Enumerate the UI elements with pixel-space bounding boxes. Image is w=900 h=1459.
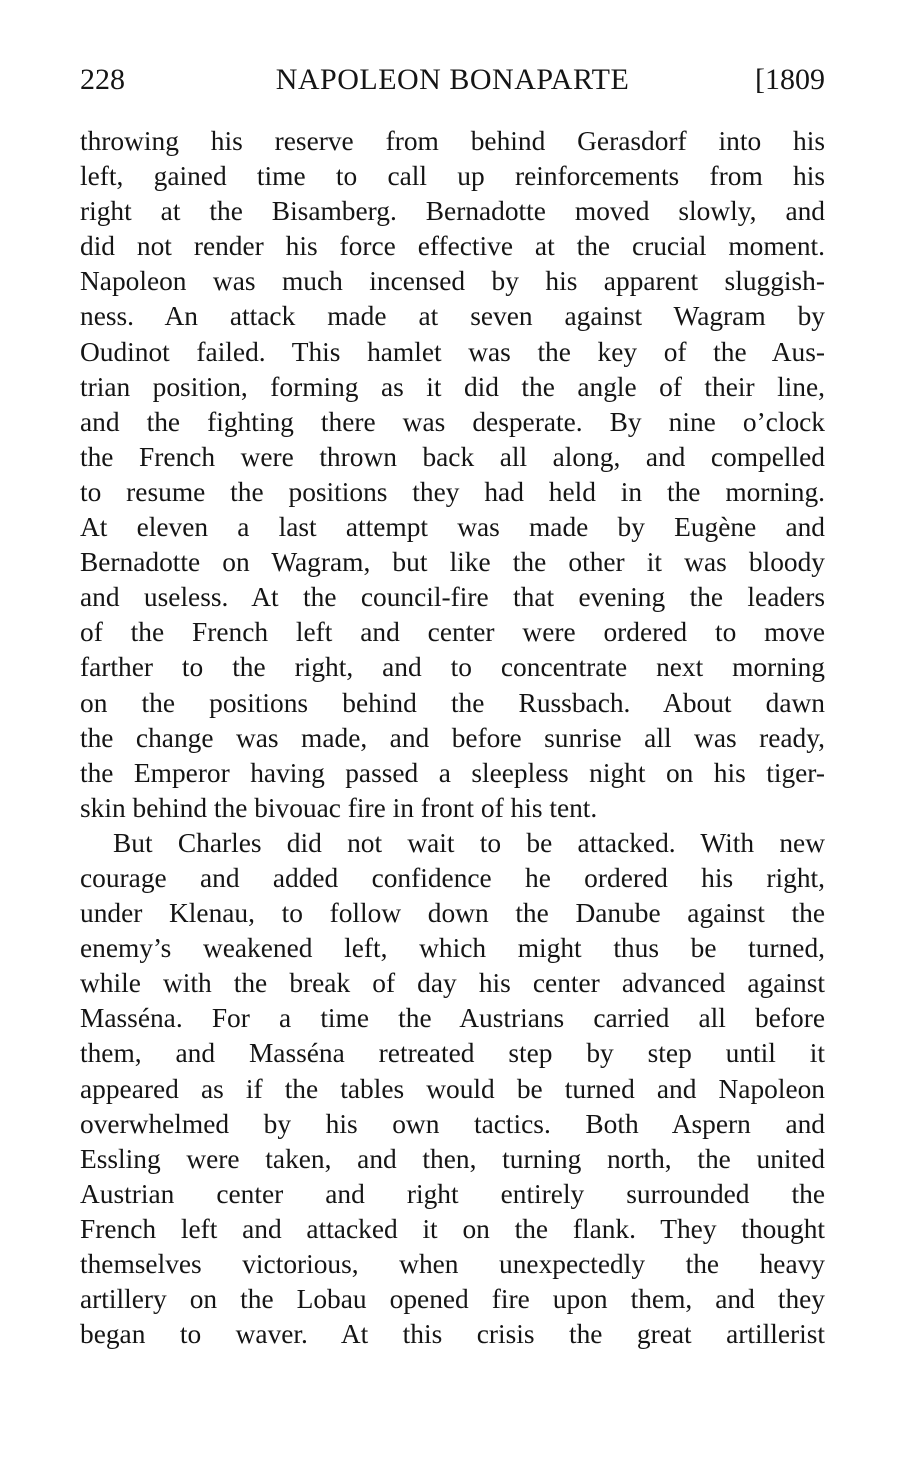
text-line: French left and attacked it on the flank. They thought <box>80 1213 825 1244</box>
text-line: to resume the positions they had held in the morning. <box>80 476 825 507</box>
text-line: of the French left and center were ordered to move <box>80 617 825 648</box>
text-line: and the fighting there was desperate. By nine o’clock <box>80 406 825 437</box>
text-line: appeared as if the tables would be turned and Napoleon <box>80 1073 825 1104</box>
running-title: NAPOLEON BONAPARTE <box>275 63 630 96</box>
page-number: 228 <box>80 63 125 96</box>
text-line: began to waver. At this crisis the great artillerist <box>80 1319 825 1350</box>
running-head <box>80 60 825 100</box>
year-marker: [1809 <box>755 63 825 96</box>
text-line: left, gained time to call up reinforcements from his <box>80 161 825 192</box>
text-line: At eleven a last attempt was made by Eugène and <box>80 512 825 543</box>
body-text <box>80 124 825 1352</box>
text-line: enemy’s weakened left, which might thus be turned, <box>80 933 825 964</box>
text-line: right at the Bisamberg. Bernadotte moved slowly, and <box>80 196 825 227</box>
text-line: them, and Masséna retreated step by step until it <box>80 1038 825 1069</box>
paragraph <box>80 826 825 1352</box>
text-line: ness. An attack made at seven against Wagram by <box>80 301 825 332</box>
text-line: the Emperor having passed a sleepless night on his tiger- <box>80 757 825 788</box>
text-line: But Charles did not wait to be attacked. With new <box>113 827 825 858</box>
paragraph <box>80 124 825 826</box>
text-line: on the positions behind the Russbach. About dawn <box>80 687 825 718</box>
text-line: Masséna. For a time the Austrians carried all before <box>80 1003 825 1034</box>
text-line: while with the break of day his center advanced against <box>80 968 825 999</box>
text-line: and useless. At the council-fire that evening the leaders <box>80 582 825 613</box>
text-line: artillery on the Lobau opened fire upon them, and they <box>80 1284 825 1315</box>
text-line: the French were thrown back all along, and compelled <box>80 441 825 472</box>
text-line: throwing his reserve from behind Gerasdorf into his <box>80 126 825 156</box>
text-line: farther to the right, and to concentrate next morning <box>80 652 825 683</box>
text-line: the change was made, and before sunrise all was ready, <box>80 722 825 753</box>
text-line: skin behind the bivouac fire in front of his tent. <box>80 792 598 823</box>
text-line: Bernadotte on Wagram, but like the other it was bloody <box>80 547 825 578</box>
text-line: courage and added confidence he ordered his right, <box>80 862 825 893</box>
text-line: Oudinot failed. This hamlet was the key of the Aus- <box>80 336 825 367</box>
text-line: Austrian center and right entirely surrounded the <box>80 1178 825 1209</box>
text-line: Essling were taken, and then, turning north, the united <box>80 1143 825 1174</box>
text-line: did not render his force effective at the crucial moment. <box>80 231 825 262</box>
text-line: themselves victorious, when unexpectedly the heavy <box>80 1249 825 1279</box>
text-line: Napoleon was much incensed by his apparent sluggish- <box>80 266 825 297</box>
text-line: overwhelmed by his own tactics. Both Aspern and <box>80 1108 825 1139</box>
text-line: trian position, forming as it did the angle of their line, <box>80 371 825 402</box>
text-line: under Klenau, to follow down the Danube against the <box>80 898 825 929</box>
